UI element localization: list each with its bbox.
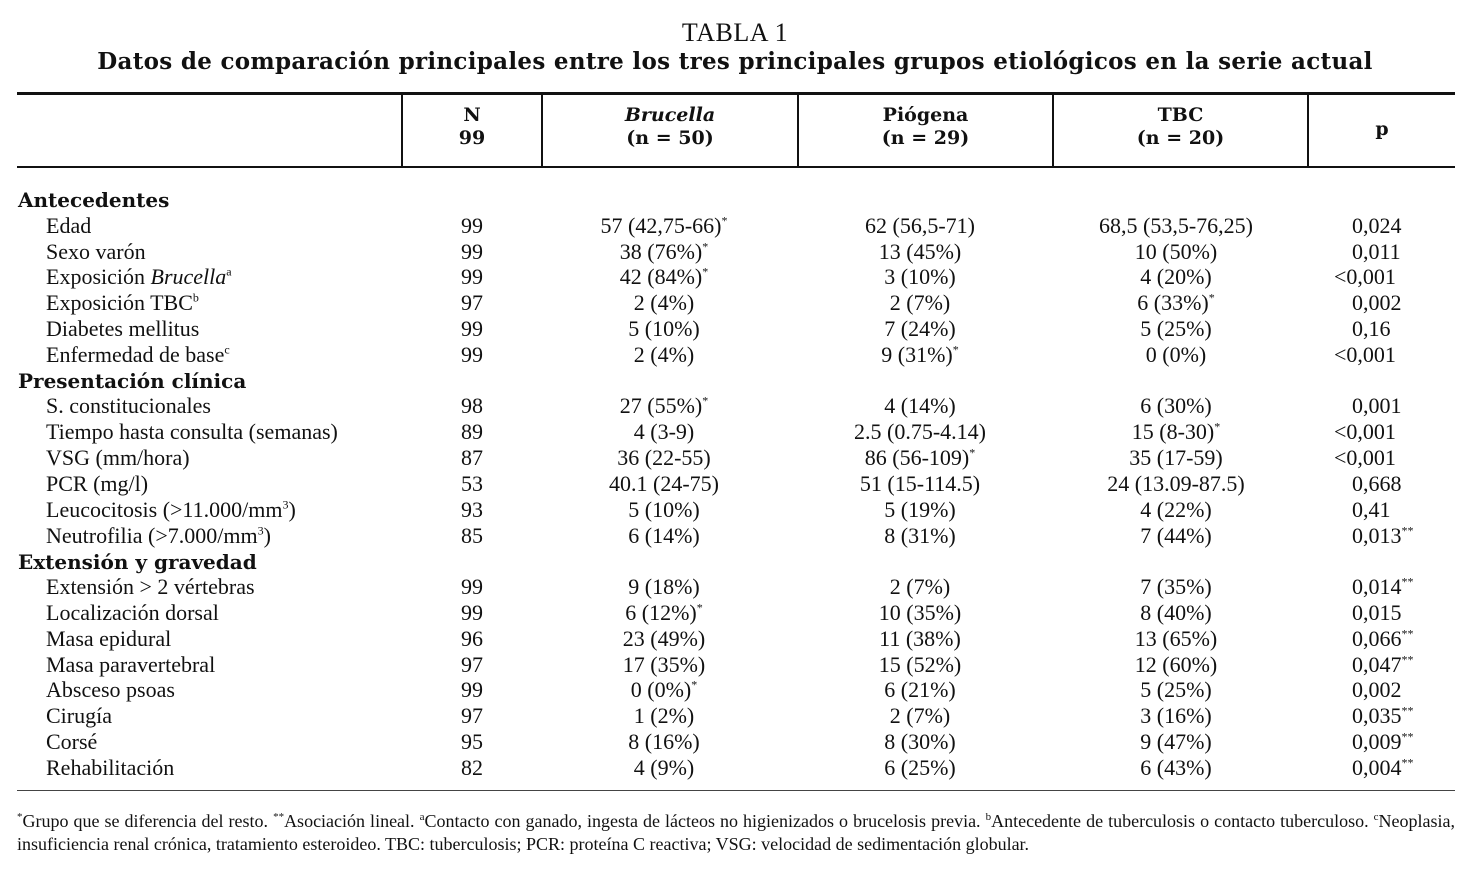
footnote-marker: b [985,811,992,823]
row-p-value: 0,009** [1352,729,1414,754]
row-p-value: 0,024 [1352,213,1402,238]
row-piogena: 13 (45%) [878,239,962,264]
row-label: Neutrofilia $(>7.000/mm^3)$ [46,523,271,548]
row-p-value: <0,001 [1334,445,1396,470]
row-n: 87 [461,445,483,470]
footnote-text: Contacto con ganado, ingesta de lácteos no higienizados o brucelosis previa. [424,811,986,831]
row-n: 97 [461,290,483,315]
row-piogena: 2.5 (0.75-4.14) [854,419,986,444]
bottom-rule [17,790,1455,791]
row-brucella: 40.1 (24-75) [609,471,719,496]
row-brucella: 5 (10%) [628,497,700,522]
table-footnotes [17,810,1455,856]
row-p-value: 0,668 [1352,471,1402,496]
row-label: Extensión > 2 vértebras [46,574,255,599]
row-n: 99 [461,239,483,264]
row-label: Rehabilitación [46,755,175,780]
row-n: 99 [461,316,483,341]
row-tbc: 10 (50%) [1134,239,1218,264]
row-tbc: 5 (25%) [1140,316,1212,341]
header-tbc-label: TBC [1157,104,1204,126]
row-label: Exposición TBC$^b$ [46,290,199,315]
header-brucella-label: Brucella [624,104,716,126]
row-label: Diabetes mellitus [46,316,200,341]
header-tbc-n: (n = 20) [1136,127,1225,149]
footnote-marker: ** [273,811,285,823]
row-brucella: 42 (84%)* [619,264,709,289]
row-piogena: 2 (7%) [889,703,951,728]
row-label: Masa epidural [46,626,172,651]
row-tbc: 8 (40%) [1140,600,1212,625]
row-brucella: 6 (12%)* [625,600,703,625]
row-piogena: 6 (21%) [884,677,956,702]
header-piogena-n: (n = 29) [881,127,970,149]
header-p-label: p [1375,118,1389,140]
row-tbc: 9 (47%) [1140,729,1212,754]
row-tbc: 3 (16%) [1140,703,1212,728]
row-piogena: 11 (38%) [879,626,961,651]
row-p-value: 0,002 [1352,677,1402,702]
row-tbc: 4 (20%) [1140,264,1212,289]
footnote-marker: c [1373,811,1379,823]
row-piogena: 8 (31%) [884,523,956,548]
row-tbc: 0 (0%) [1145,342,1207,367]
row-brucella: 23 (49%) [622,626,706,651]
header-piogena-label: Piógena [882,104,969,126]
row-n: 82 [461,755,483,780]
row-tbc: 4 (22%) [1140,497,1212,522]
header-n-label: N [463,104,481,126]
row-brucella: 17 (35%) [622,652,706,677]
row-piogena: 7 (24%) [884,316,956,341]
row-p-value: <0,001 [1334,342,1396,367]
row-p-value: 0,011 [1352,239,1401,264]
row-piogena: 15 (52%) [878,652,962,677]
section-heading-presentacion: Presentación clínica [18,369,247,393]
row-n: 97 [461,703,483,728]
row-n: 93 [461,497,483,522]
header-tbc [1054,104,1307,158]
row-n: 89 [461,419,483,444]
row-brucella: 5 (10%) [628,316,700,341]
row-n: 99 [461,600,483,625]
row-piogena: 5 (19%) [884,497,956,522]
row-p-value: 0,015 [1352,600,1402,625]
row-piogena: 2 (7%) [889,574,951,599]
row-brucella: 2 (4%) [633,290,695,315]
header-piogena [799,104,1052,158]
row-n: 85 [461,523,483,548]
header-n-total: 99 [458,127,486,149]
row-label: Leucocitosis $(>11.000/mm^3)$ [46,497,296,522]
row-p-value: <0,001 [1334,264,1396,289]
row-label: Absceso psoas [46,677,175,702]
row-tbc: 24 (13.09-87.5) [1107,471,1245,496]
row-brucella: 0 (0%)* [630,677,698,702]
row-p-value: 0,16 [1352,316,1391,341]
footnote-marker: a [419,811,425,823]
footnote-text: Neoplasia, insuficiencia renal crónica, tratamiento esteroideo. TBC: tuberculosis; PCR: proteína C reactiva; VSG: velocidad de sedimentación globular. [17,811,1455,854]
row-tbc: 7 (44%) [1140,523,1212,548]
row-p-value: 0,014** [1352,574,1414,599]
row-label: Exposición Brucella$^a$ [46,264,232,289]
row-label: Sexo varón [46,239,146,264]
row-label: Edad [46,213,92,238]
row-tbc: 12 (60%) [1134,652,1218,677]
row-p-value: 0,001 [1352,393,1402,418]
row-piogena: 2 (7%) [889,290,951,315]
row-n: 99 [461,677,483,702]
row-piogena: 9 (31%)* [881,342,959,367]
row-piogena: 51 (15-114.5) [859,471,981,496]
row-n: 97 [461,652,483,677]
row-brucella: 6 (14%) [628,523,700,548]
row-brucella: 27 (55%)* [619,393,709,418]
row-p-value: 0,004** [1352,755,1414,780]
row-piogena: 6 (25%) [884,755,956,780]
row-n: 96 [461,626,483,651]
row-n: 99 [461,574,483,599]
row-p-value: <0,001 [1334,419,1396,444]
row-p-value: 0,047** [1352,652,1414,677]
row-tbc: 35 (17-59) [1129,445,1223,470]
row-tbc: 6 (43%) [1140,755,1212,780]
row-n: 95 [461,729,483,754]
row-p-value: 0,41 [1352,497,1391,522]
header-rule [17,166,1455,168]
row-n: 99 [461,264,483,289]
row-tbc: 6 (33%)* [1137,290,1215,315]
row-brucella: 8 (16%) [628,729,700,754]
row-n: 98 [461,393,483,418]
header-p [1309,118,1455,172]
top-rule [17,92,1455,95]
row-piogena: 8 (30%) [884,729,956,754]
footnote-text: Antecedente de tuberculosis o contacto tuberculoso. [991,811,1374,831]
row-tbc: 13 (65%) [1134,626,1218,651]
row-brucella: 9 (18%) [628,574,700,599]
row-p-value: 0,035** [1352,703,1414,728]
row-n: 99 [461,213,483,238]
row-n: 99 [461,342,483,367]
row-piogena: 10 (35%) [878,600,962,625]
row-label: VSG (mm/hora) [46,445,190,470]
row-label: Corsé [46,729,98,754]
row-brucella: 1 (2%) [633,703,695,728]
row-brucella: 38 (76%)* [619,239,709,264]
row-brucella: 57 (42,75-66)* [600,213,728,238]
footnote-marker: * [17,811,23,823]
row-n: 53 [461,471,483,496]
row-brucella: 36 (22-55) [617,445,711,470]
header-brucella-n: (n = 50) [626,127,714,149]
row-tbc: 7 (35%) [1140,574,1212,599]
footnote-text: Asociación lineal. [284,811,420,831]
section-heading-extension: Extensión y gravedad [18,550,257,574]
row-piogena: 86 (56-109)* [864,445,976,470]
row-brucella: 4 (9%) [633,755,695,780]
row-p-value: 0,002 [1352,290,1402,315]
header-n [403,104,541,158]
header-brucella [543,104,797,158]
row-label: Cirugía [46,703,112,728]
row-piogena: 3 (10%) [884,264,956,289]
row-tbc: 5 (25%) [1140,677,1212,702]
table-title: TABLA 1 [681,18,789,47]
row-tbc: 68,5 (53,5-76,25) [1099,213,1253,238]
row-p-value: 0,013** [1352,523,1414,548]
row-label: Tiempo hasta consulta (semanas) [46,419,338,444]
row-piogena: 62 (56,5-71) [865,213,975,238]
row-p-value: 0,066** [1352,626,1414,651]
row-brucella: 4 (3-9) [633,419,695,444]
row-tbc: 6 (30%) [1140,393,1212,418]
row-label: Enfermedad de base$^c$ [46,342,230,367]
row-label: PCR (mg/l) [46,471,149,496]
table-subtitle: Datos de comparación principales entre los tres principales grupos etiológicos en la serie actual [97,48,1373,75]
row-label: S. constitucionales [46,393,211,418]
footnote-text: Grupo que se diferencia del resto. [22,811,274,831]
row-brucella: 2 (4%) [633,342,695,367]
row-label: Localización dorsal [46,600,219,625]
row-piogena: 4 (14%) [884,393,956,418]
section-heading-antecedentes: Antecedentes [18,188,170,212]
row-label: Masa paravertebral [46,652,216,677]
row-tbc: 15 (8-30)* [1131,419,1221,444]
